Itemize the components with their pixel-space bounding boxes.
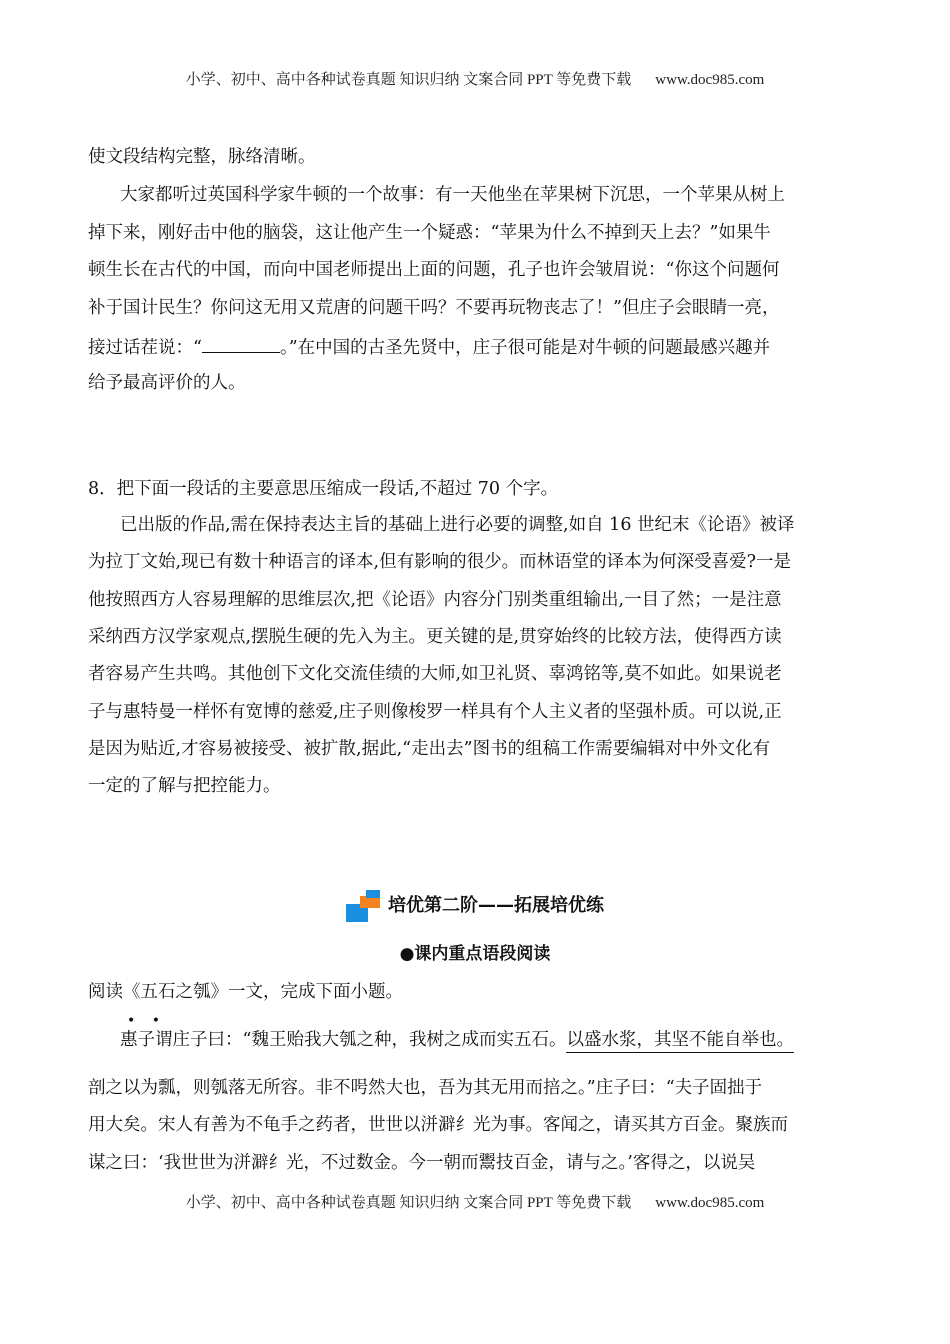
- page-header: [0, 68, 950, 89]
- question-8-line: 采纳西方汉学家观点,摆脱生硬的先入为主。更关键的是,贯穿始终的比较方法，使得西方读: [88, 627, 782, 647]
- passage2-line: 剖之以为瓢，则瓠落无所容。非不呺然大也，吾为其无用而掊之。”庄子曰：“夫子固拙于: [88, 1078, 763, 1098]
- answer-blank[interactable]: [202, 334, 280, 353]
- header-site[interactable]: www.doc985.com: [655, 72, 765, 88]
- section-logo-icon: [346, 890, 382, 922]
- question-8-line: 子与惠特曼一样怀有宽博的慈爱,庄子则像梭罗一样具有个人主义者的坚强朴质。可以说,正: [88, 702, 782, 722]
- passage1-line: 使文段结构完整，脉络清晰。: [88, 147, 316, 167]
- reading-instruction: 阅读《五石之瓠》一文，完成下面小题。: [88, 982, 403, 1002]
- question-8-line: 是因为贴近,才容易被接受、被扩散,据此,“走出去”图书的组稿工作需要编辑对中外文化有: [88, 739, 771, 759]
- footer-site[interactable]: www.doc985.com: [655, 1195, 765, 1211]
- passage2-line: [120, 1029, 863, 1051]
- passage2-line: 谋之曰：‘我世世为洴澼纟光，不过数金。今一朝而鬻技百金，请与之。’客得之，以说吴: [88, 1153, 756, 1173]
- section-title: [0, 890, 950, 922]
- question-8-line: 他按照西方人容易理解的思维层次,把《论语》内容分门别类重组输出,一目了然；一是注意: [88, 590, 782, 610]
- passage1-line: 大家都听过英国科学家牛顿的一个故事：有一天他坐在苹果树下沉思，一个苹果从树上: [120, 185, 785, 205]
- footer-text: 小学、初中、高中各种试卷真题 知识归纳 文案合同 PPT 等免费下载: [185, 1195, 632, 1211]
- underlined-sentence: 以盛水浆，其坚不能自举也。: [566, 1030, 794, 1053]
- question-8-line: 为拉丁文始,现已有数十种语言的译本,但有影响的很少。而林语堂的译本为何深受喜爱?一是: [88, 552, 792, 572]
- emphasis-dots: • •: [127, 1013, 166, 1029]
- question-8-line: 一定的了解与把控能力。: [88, 776, 281, 796]
- header-text: 小学、初中、高中各种试卷真题 知识归纳 文案合同 PPT 等免费下载: [185, 72, 632, 88]
- passage1-line: 给予最高评价的人。: [88, 373, 246, 393]
- passage1-line: [88, 334, 863, 359]
- passage1-line: 补于国计民生？你问这无用又荒唐的问题干吗？不要再玩物丧志了！”但庄子会眼睛一亮，: [88, 298, 780, 318]
- passage2-line: 用大矣。宋人有善为不龟手之药者，世世以洴澼纟光为事。客闻之，请买其方百金。聚族而: [88, 1115, 788, 1135]
- passage1-line-end: 。”在中国的古圣先贤中，庄子很可能是对牛顿的问题最感兴趣并: [279, 338, 771, 358]
- page-footer: [0, 1191, 950, 1212]
- passage1-line: 掉下来，刚好击中他的脑袋，这让他产生一个疑惑：“苹果为什么不掉到天上去？”如果牛: [88, 223, 771, 243]
- section-title-text: 培优第二阶——拓展培优练: [388, 895, 604, 916]
- passage1-line: 顿生长在古代的中国，而向中国老师提出上面的问题，孔子也许会皱眉说：“你这个问题何: [88, 260, 780, 280]
- section-subtitle: ●课内重点语段阅读: [399, 944, 551, 964]
- passage2-line-start: 惠子谓庄子曰：“魏王贻我大瓠之种，我树之成而实五石。: [120, 1030, 567, 1050]
- question-8-prompt: 8．把下面一段话的主要意思压缩成一段话,不超过 70 个字。: [88, 479, 559, 499]
- question-8-line: 已出版的作品,需在保持表达主旨的基础上进行必要的调整,如自 16 世纪末《论语》被译: [120, 515, 795, 535]
- question-8-line: 者容易产生共鸣。其他创下文化交流佳绩的大师,如卫礼贤、辜鸿铭等,莫不如此。如果说老: [88, 664, 782, 684]
- passage1-line-start: 接过话茬说：“: [88, 338, 202, 358]
